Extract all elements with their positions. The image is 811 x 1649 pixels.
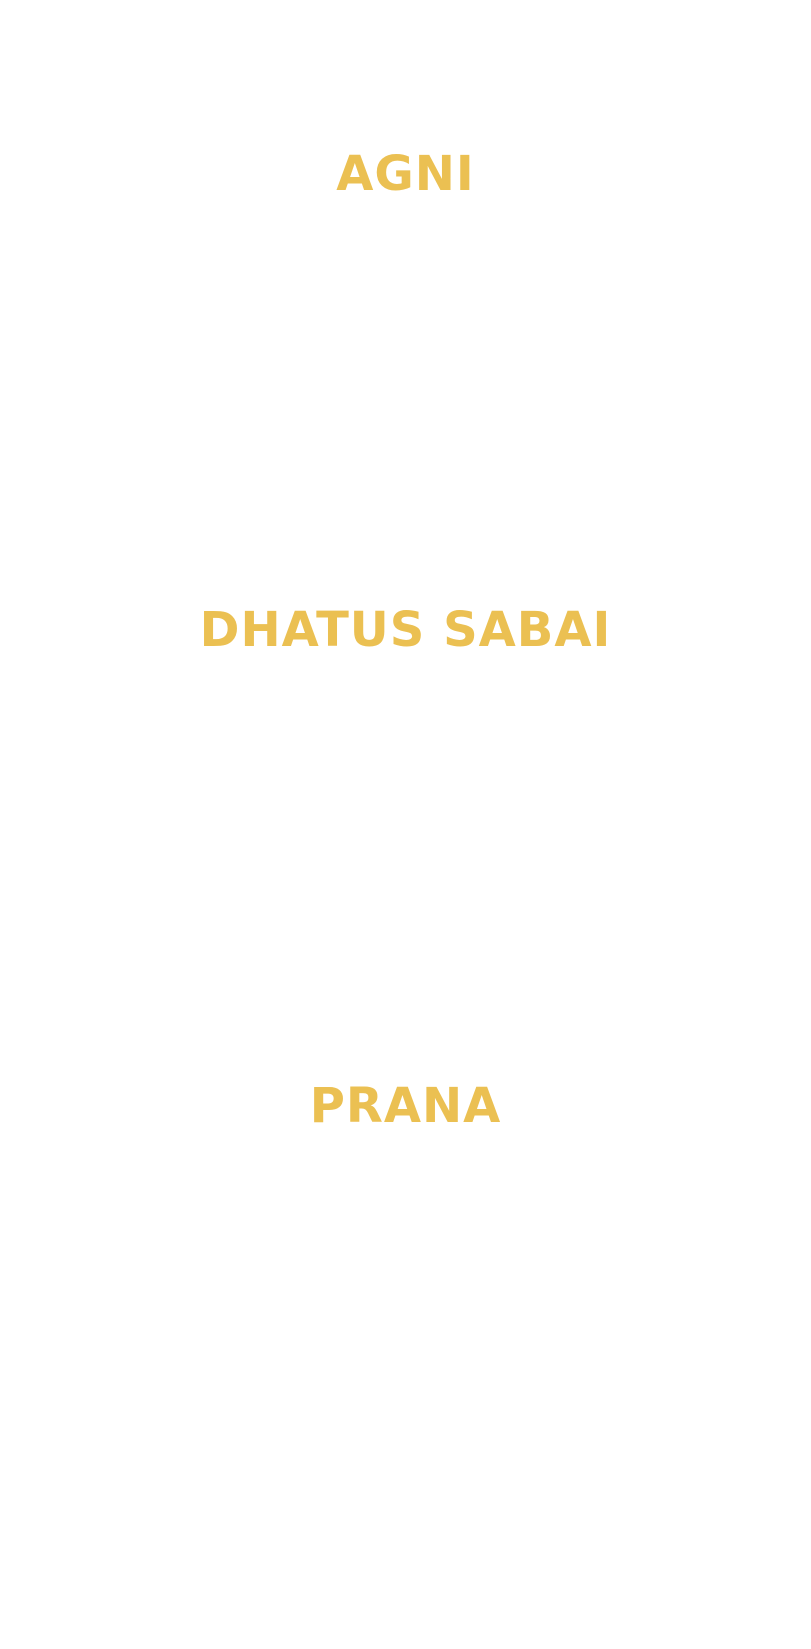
section-title-prana: PRANA [309,1078,502,1134]
section-title-dhatus-sabai: DHATUS SABAI [199,602,612,658]
section-title-agni: AGNI [336,146,475,202]
